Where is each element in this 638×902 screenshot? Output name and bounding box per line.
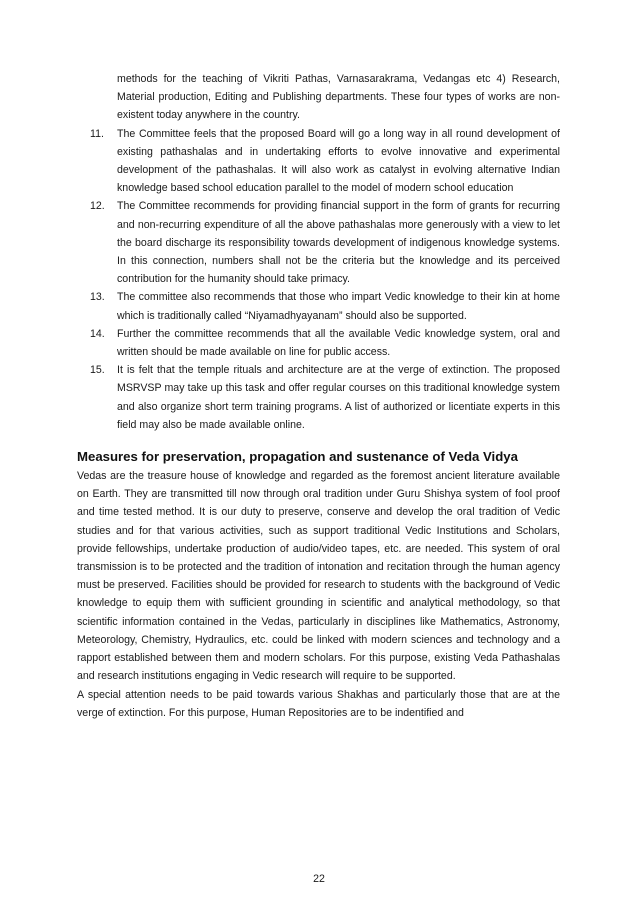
list-item — [77, 361, 560, 434]
page-number: 22 — [313, 873, 325, 885]
list-item — [77, 197, 560, 288]
section-heading: Measures for preservation, propagation and sustenance of Veda Vidya — [77, 449, 518, 465]
list-item-number: 11. — [90, 127, 104, 140]
continued-list-text: methods for the teaching of Vikriti Pathas, Varnasarakrama, Vedangas etc 4) Research, Material production, Editing and Publishing departments. These four types of works are non-existent today anywhere in the country. — [117, 73, 560, 122]
body-paragraph: A special attention needs to be paid towards various Shakhas and particularly those that are at the verge of extinction. For this purpose, Human Repositories are to be indentified and — [77, 688, 560, 719]
list-item-text: The Committee recommends for providing financial support in the form of grants for recurring and non-recurring expenditure of all the above pathashalas more generously with a view to let the board discharge its responsibility towards development of indigenous knowledge systems. In this connection, numbers shall not be the criteria but the knowledge and its perceived contribution for the humanity should take primacy. — [117, 200, 560, 286]
list-item-number: 15. — [90, 364, 105, 377]
list-item-text: Further the committee recommends that all the available Vedic knowledge system, oral and written should be made available on line for public access. — [117, 327, 560, 359]
list-item-text: It is felt that the temple rituals and architecture are at the verge of extinction. The proposed MSRVSP may take up this task and offer regular courses on this traditional knowledge system and also organize short term training programs. A list of authorized or licentiate experts in this field may also be made available online. — [117, 364, 560, 431]
list-item-text: The Committee feels that the proposed Board will go a long way in all round development of existing pathashalas and in undertaking efforts to evolve innovative and experimental development of the pathashalas. It will also work as catalyst in evolving alternative Indian knowledge based school education parallel to the model of modern school education — [117, 127, 560, 195]
body-paragraph: Vedas are the treasure house of knowledge and regarded as the foremost ancient literature available on Earth. They are transmitted till now through oral tradition under Guru Shishya system of fool proof and time tested method. It is our duty to preserve, conserve and develop the oral tradition of Vedic studies and for that various activities, such as support traditional Vedic Institutions and Scholars, provide fellowships, undertake production of audio/video tapes, etc. are needed. This system of oral transmission is to be protected and the tradition of intonation and recitation through the human agency must be preserved. Facilities should be provided for research to students with the background of Vedic knowledge to equip them with sufficient grounding in scientific and analytical methodology, so that scientific information contained in the Vedas, particularly in disciplines like Mathematics, Astronomy, Meteorology, Chemistry, Hydraulics, etc. could be linked with modern sciences and technology and a rapport established between them and modern scholars. For this purpose, existing Veda Pathashalas and research institutions engaging in Vedic research will require to be supported. — [77, 470, 560, 683]
list-item-text: The committee also recommends that those who impart Vedic knowledge to their kin at home which is traditionally called “Niyamadhyayanam” should also be supported. — [117, 291, 560, 322]
list-item-number: 13. — [90, 291, 105, 304]
list-item — [77, 125, 560, 198]
document-page — [77, 70, 560, 722]
recommendations-list — [77, 125, 560, 434]
list-item — [77, 325, 560, 361]
list-item — [77, 288, 560, 324]
list-item-number: 12. — [90, 200, 105, 213]
list-item-number: 14. — [90, 327, 105, 340]
